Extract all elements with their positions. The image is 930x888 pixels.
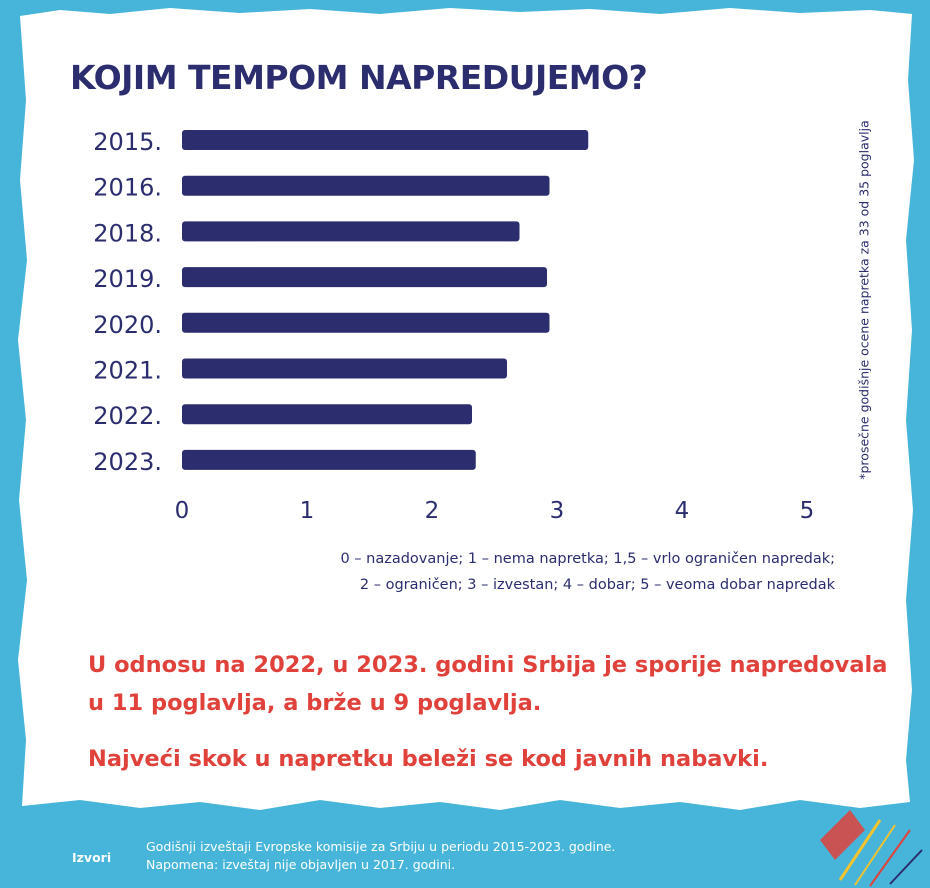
category-label: 2023. bbox=[93, 447, 162, 476]
scale-legend bbox=[150, 546, 835, 598]
sources-text bbox=[146, 838, 615, 874]
bar bbox=[182, 313, 550, 333]
category-label: 2015. bbox=[93, 128, 162, 156]
legend-line-2: 2 – ograničen; 3 – izvestan; 4 – dobar; 5 – veoma dobar napredak bbox=[359, 577, 835, 593]
category-label: 2018. bbox=[93, 219, 162, 248]
bar bbox=[182, 404, 472, 424]
bar bbox=[182, 450, 476, 470]
highlight-text-1: U odnosu na 2022, u 2023. godini Srbija je sporije napredovala u 11 poglavlja, a brže u 9 poglavlja. bbox=[88, 652, 888, 716]
source-line-2: Napomena: izveštaj nije objavljen u 2017. godini. bbox=[146, 857, 456, 872]
bar bbox=[182, 359, 507, 379]
sources-label: Izvori bbox=[72, 850, 112, 865]
chart-title: KOJIM TEMPOM NAPREDUJEMO? bbox=[70, 58, 648, 97]
category-label: 2022. bbox=[93, 402, 162, 431]
legend-line-1: 0 – nazadovanje; 1 – nema napretka; 1,5 – vrlo ograničen napredak; bbox=[340, 551, 835, 567]
x-tick-label: 4 bbox=[674, 498, 690, 524]
x-tick-label: 5 bbox=[799, 498, 815, 524]
source-line-1: Godišnji izveštaji Evropske komisije za Srbiju u periodu 2015-2023. godine. bbox=[146, 839, 616, 854]
bar bbox=[182, 130, 588, 150]
highlight-text-2: Najveći skok u napretku beleži se kod javnih nabavki. bbox=[88, 746, 769, 772]
bar bbox=[182, 267, 547, 287]
category-label: 2016. bbox=[93, 173, 162, 202]
bar bbox=[182, 176, 550, 196]
bar bbox=[182, 221, 520, 241]
x-tick-label: 0 bbox=[174, 498, 190, 524]
category-label: 2019. bbox=[93, 265, 162, 294]
y-axis-note: *prosečne godišnje ocene napretka za 33 od 35 poglavlja bbox=[856, 120, 872, 480]
category-label: 2020. bbox=[93, 310, 162, 339]
x-tick-label: 2 bbox=[424, 498, 440, 524]
decorative-brush-strokes bbox=[810, 800, 930, 888]
x-tick-label: 1 bbox=[299, 498, 315, 524]
category-label: 2021. bbox=[93, 356, 162, 385]
x-tick-label: 3 bbox=[549, 498, 565, 524]
